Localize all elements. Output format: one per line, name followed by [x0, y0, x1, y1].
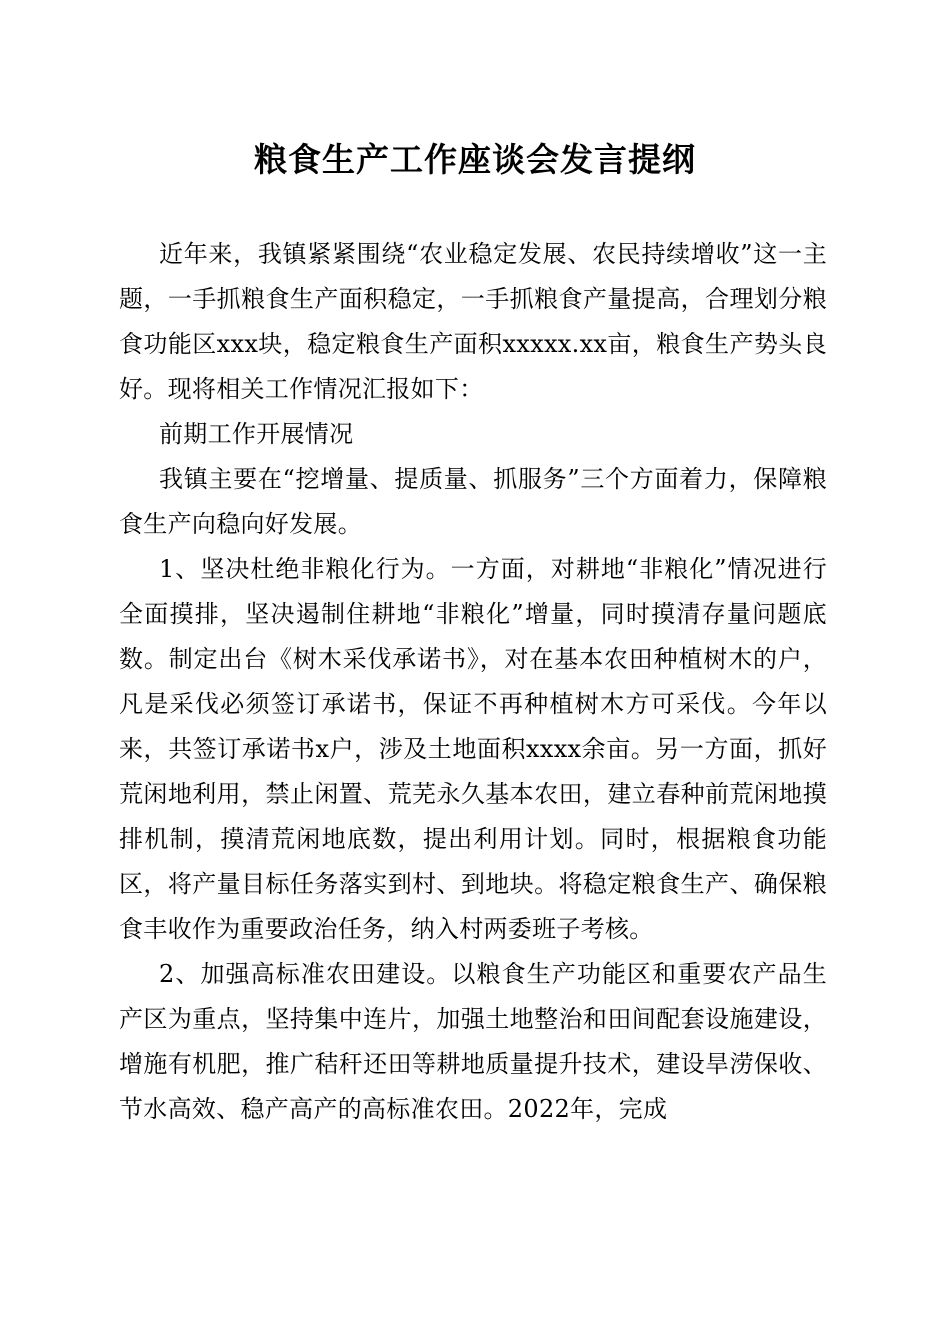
- paragraph-overview: 我镇主要在“挖增量、提质量、抓服务”三个方面着力，保障粮食生产向稳向好发展。: [119, 465, 827, 538]
- paragraph-item-2: 2、加强高标准农田建设。以粮食生产功能区和重要农产品生产区为重点，坚持集中连片，加强土地整治和田间配套设施建设，增施有机肥，推广秸秆还田等耕地质量提升技术，建设旱涝保收、节水高效、稳产高产的高标准农田。2022年，完成: [119, 960, 827, 1123]
- paragraph-intro: 近年来，我镇紧紧围绕“农业稳定发展、农民持续增收”这一主题，一手抓粮食生产面积稳定，一手抓粮食产量提高，合理划分粮食功能区xxx块，稳定粮食生产面积xxxxx.xx亩，粮食生产势头良好。现将相关工作情况汇报如下：: [119, 240, 827, 403]
- section-heading: 前期工作开展情况: [159, 420, 354, 448]
- document-title: 粮食生产工作座谈会发言提纲: [254, 140, 696, 179]
- document-body: [119, 232, 827, 1132]
- paragraph-item-1: 1、坚决杜绝非粮化行为。一方面，对耕地“非粮化”情况进行全面摸排，坚决遏制住耕地“非粮化”增量，同时摸清存量问题底数。制定出台《树木采伐承诺书》，对在基本农田种植树木的户，凡是采伐必须签订承诺书，保证不再种植树木方可采伐。今年以来，共签订承诺书x户，涉及土地面积xxxx余亩。另一方面，抓好荒闲地利用，禁止闲置、荒芜永久基本农田，建立春种前荒闲地摸排机制，摸清荒闲地底数，提出利用计划。同时，根据粮食功能区，将产量目标任务落实到村、到地块。将稳定粮食生产、确保粮食丰收作为重要政治任务，纳入村两委班子考核。: [119, 555, 827, 943]
